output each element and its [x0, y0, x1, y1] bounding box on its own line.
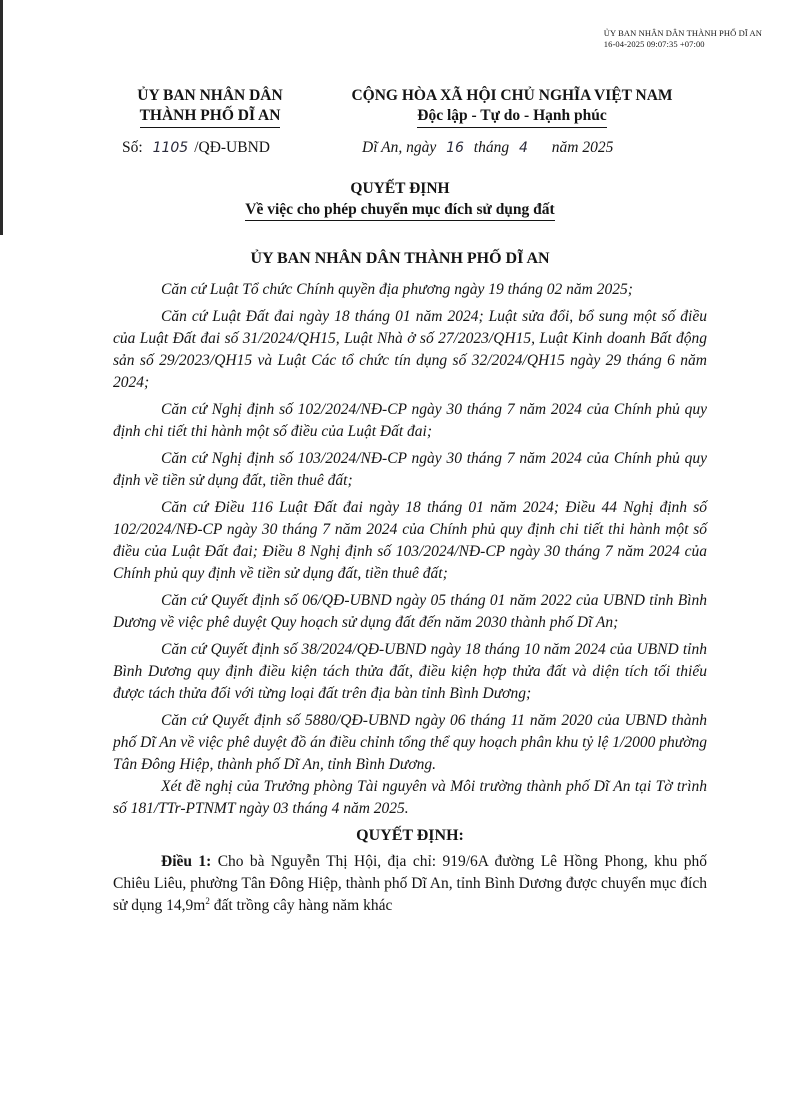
number-prefix: Số: — [122, 139, 143, 156]
stamp-organization: ỦY BAN NHÂN DÂN THÀNH PHỐ DĨ AN — [603, 28, 762, 38]
preamble-paragraph: Căn cứ Quyết định số 38/2024/QĐ-UBND ngày 18 tháng 10 năm 2024 của UBND tỉnh Bình Dương quy định điều kiện tách thửa đất, điều kiện hợp thửa đất và diện tích tối thiểu được tách thửa đối với từng loại đất trên địa bàn tỉnh Bình Dương; — [113, 641, 707, 702]
preamble-paragraph: Căn cứ Điều 116 Luật Đất đai ngày 18 tháng 01 năm 2024; Điều 44 Nghị định số 102/2024/NĐ-CP ngày 30 tháng 7 năm 2024 của Chính phủ quy định chi tiết thi hành một số điều của Luật Đất đai; Điều 8 Nghị định số 103/2024/NĐ-CP ngày 30 tháng 7 năm 2024 của Chính phủ quy định về tiền sử dụng đất, tiền thuê đất; — [113, 499, 707, 582]
digital-signature-stamp — [604, 28, 762, 50]
document-date — [362, 139, 613, 157]
preamble-paragraph: Căn cứ Nghị định số 102/2024/NĐ-CP ngày 30 tháng 7 năm 2024 của Chính phủ quy định chi tiết thi hành một số điều của Luật Đất đai; — [113, 401, 707, 440]
article-1-text: Cho bà Nguyễn Thị Hội, địa chỉ: 919/6A đường Lê Hồng Phong, khu phố Chiêu Liêu, phường Tân Đông Hiệp, thành phố Dĩ An, tỉnh Bình Dương được chuyển mục đích sử dụng 14,9m — [113, 853, 707, 914]
document-body — [113, 279, 707, 917]
document-subject-text: Về việc cho phép chuyển mục đích sử dụng đất — [245, 201, 554, 221]
preamble-paragraph: Căn cứ Quyết định số 5880/QĐ-UBND ngày 06 tháng 11 năm 2020 của UBND thành phố Dĩ An về việc phê duyệt đồ án điều chỉnh tổng thể quy hoạch phân khu tỷ lệ 1/2000 phường Tân Đông Hiệp, thành phố Dĩ An, tỉnh Bình Dương. — [113, 712, 707, 773]
preamble-paragraph: Căn cứ Luật Tổ chức Chính quyền địa phương ngày 19 tháng 02 năm 2025; — [161, 281, 633, 298]
stamp-timestamp: 16-04-2025 09:07:35 +07:00 — [603, 39, 705, 49]
date-year: năm 2025 — [551, 139, 614, 156]
date-prefix: Dĩ An, ngày — [362, 139, 437, 156]
number-suffix: /QĐ-UBND — [194, 139, 270, 156]
date-month: 4 — [518, 140, 528, 156]
org-line-1: ỦY BAN NHÂN DÂN — [137, 87, 283, 104]
nation-motto-line: Độc lập - Tự do - Hạnh phúc — [417, 106, 606, 128]
date-month-label: tháng — [473, 139, 510, 156]
issuing-organization — [112, 86, 308, 128]
decision-heading: QUYẾT ĐỊNH: — [356, 827, 464, 844]
number-handwritten: 1105 — [152, 140, 189, 156]
preamble-paragraph: Căn cứ Luật Đất đai ngày 18 tháng 01 năm 2024; Luật sửa đổi, bổ sung một số điều của Luật Đất đai số 31/2024/QH15, Luật Nhà ở số 27/2023/QH15, Luật Kinh doanh Bất động sản số 29/2023/QH15 và Luật Các tổ chức tín dụng số 32/2024/QH15 ngày 29 tháng 6 năm 2024; — [113, 308, 707, 391]
preamble-paragraph: Căn cứ Quyết định số 06/QĐ-UBND ngày 05 tháng 01 năm 2022 của UBND tỉnh Bình Dương về việc phê duyệt Quy hoạch sử dụng đất đến năm 2030 thành phố Dĩ An; — [113, 592, 707, 631]
preamble-paragraph: Căn cứ Nghị định số 103/2024/NĐ-CP ngày 30 tháng 7 năm 2024 của Chính phủ quy định về tiền sử dụng đất, tiền thuê đất; — [113, 450, 707, 489]
article-1-label: Điều 1: — [161, 853, 212, 870]
area-unit-superscript: 2 — [205, 895, 210, 906]
nation-name: CỘNG HÒA XÃ HỘI CHỦ NGHĨA VIỆT NAM — [351, 87, 673, 104]
scan-edge-shadow — [0, 0, 3, 235]
document-type-title: QUYẾT ĐỊNH — [350, 180, 450, 197]
org-line-2: THÀNH PHỐ DĨ AN — [140, 106, 281, 128]
article-1-text-continued: đất trồng cây hàng năm khác — [209, 897, 393, 914]
article-1-paragraph — [113, 851, 707, 917]
proposal-paragraph: Xét đề nghị của Trưởng phòng Tài nguyên và Môi trường thành phố Dĩ An tại Tờ trình số 181/TTr-PTNMT ngày 03 tháng 4 năm 2025. — [113, 778, 707, 817]
issuing-authority-heading: ỦY BAN NHÂN DÂN THÀNH PHỐ DĨ AN — [250, 250, 550, 267]
document-number — [122, 139, 270, 157]
date-day: 16 — [446, 140, 464, 156]
document-subject — [100, 201, 700, 221]
national-motto — [322, 86, 702, 128]
